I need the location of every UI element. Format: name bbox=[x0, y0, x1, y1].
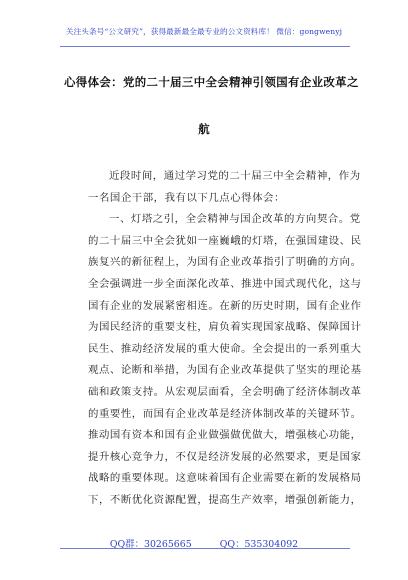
header-promo-note: 关注头条号“公文研究”，获得最新最全最专业的公文资料库！ 微信：gongwenyj bbox=[65, 27, 343, 36]
body-line: 一名国企干部，我有以下几点心得体会： bbox=[88, 191, 285, 204]
body-line: 观点、论断和举措，为国有企业改革提供了坚实的理论基 bbox=[88, 364, 362, 377]
header-divider bbox=[60, 46, 350, 47]
footer-qq-group: QQ群：30265665 bbox=[109, 539, 192, 550]
document-body bbox=[88, 166, 362, 512]
document-title-line-1: 心得体会：党的二十届三中全会精神引领国有企业改革之 bbox=[64, 75, 359, 89]
body-line: 民生、推动经济发展的重大使命。全会提出的一系列重大 bbox=[88, 342, 362, 355]
body-line: 族复兴的新征程上，为国有企业改革指引了明确的方向。 bbox=[88, 256, 362, 269]
footer-divider bbox=[60, 548, 350, 549]
body-line: 战略的重要体现。这意味着国有企业需要在新的发展格局 bbox=[88, 472, 362, 485]
body-line: 的二十届三中全会犹如一座巍峨的灯塔，在强国建设、民 bbox=[88, 234, 362, 247]
body-line: 下，不断优化资源配置，提高生产效率，增强创新能力， bbox=[88, 493, 362, 506]
body-line: 全会强调进一步全面深化改革、推进中国式现代化，这与 bbox=[88, 277, 362, 290]
body-line: 为国民经济的重要支柱，肩负着实现国家战略、保障国计 bbox=[88, 321, 362, 334]
body-line: 国有企业的发展紧密相连。在新的历史时期，国有企业作 bbox=[88, 299, 362, 312]
body-line: 础和政策支持。从宏观层面看，全会明确了经济体制改革 bbox=[88, 385, 362, 398]
body-line: 近段时间，通过学习党的二十届三中全会精神，作为 bbox=[109, 170, 361, 182]
body-line: 推动国有资本和国有企业做强做优做大，增强核心功能， bbox=[88, 429, 362, 442]
body-line: 提升核心竞争力，不仅是经济发展的必然要求，更是国家 bbox=[88, 450, 362, 463]
body-line: 一、灯塔之引，全会精神与国企改革的方向契合。党 bbox=[109, 213, 361, 226]
footer-qq-number: QQ：535304092 bbox=[219, 539, 299, 550]
document-title-line-2: 航 bbox=[198, 122, 210, 136]
body-line: 的重要性，而国有企业改革是经济体制改革的关键环节。 bbox=[88, 407, 362, 420]
